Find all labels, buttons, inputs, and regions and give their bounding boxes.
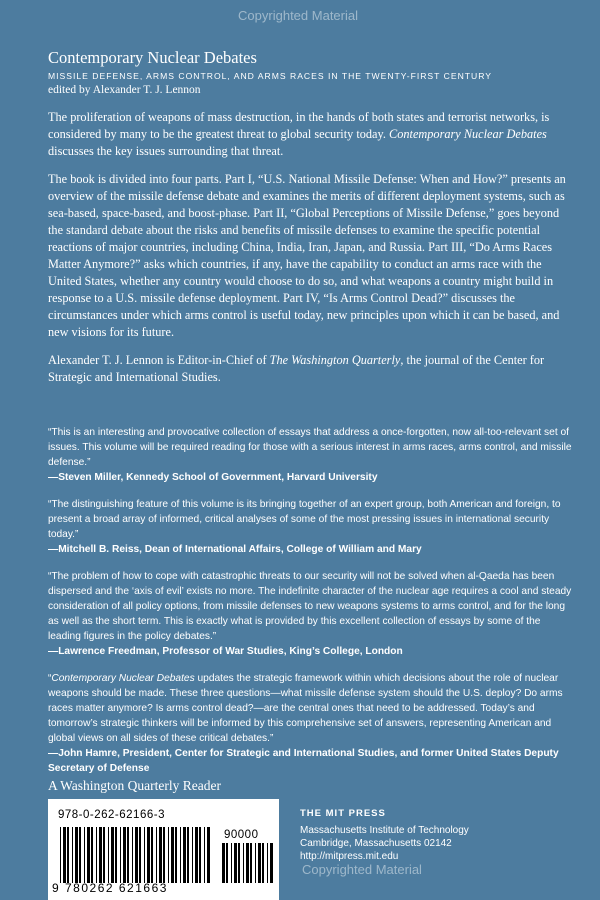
barcode-bar [270,843,273,883]
series-name: A Washington Quarterly Reader [48,778,221,793]
barcode-bar [231,843,232,883]
publisher-info [300,807,560,863]
barcode-bar [204,827,205,883]
paragraph-text: discusses the key issues surrounding that threat. [48,144,284,158]
blurb [48,569,573,659]
publisher-url: http://mitpress.mit.edu [300,851,399,862]
barcode-bar [222,843,225,883]
price-code: 90000 [224,829,259,841]
barcode-bar [144,827,145,883]
italic-journal-title: The Washington Quarterly [269,353,401,367]
barcode-box [48,799,279,900]
ean-barcode [60,827,212,883]
blurb-text: “This is an interesting and provocative collection of essays that address a once-forgotten, now all-too-relevant set of issues. This volume will be required reading for those with a serious interest in arms races, arms control, and missile defense.” [48,427,572,468]
barcode-bar [75,827,78,883]
barcode-bar [139,827,141,883]
barcode-bar [255,843,256,883]
barcode-bar [115,827,117,883]
barcode-bar [103,827,105,883]
barcode-bar [91,827,93,883]
barcode-bar [183,827,186,883]
barcode-bar [262,843,264,883]
blurbs [48,425,573,788]
barcode-bar [246,843,249,883]
barcode-bar [187,827,189,883]
publisher-line: Massachusetts Institute of Technology [300,825,469,836]
barcode-bar [199,827,201,883]
blurb-text [48,671,573,746]
book-editor: edited by Alexander T. J. Lennon [48,84,201,96]
barcode-bar [226,843,228,883]
blurb-text: “The problem of how to cope with catastrophic threats to our security will not be solved when al-Qaeda has been dispersed and the ‘axis of evil’ exists no more. The indefinite character of the nuclear age requires a cool and steady consideration of all policy options, from missile defenses to new weapons systems to arms control, and for the long as well as the short term. This is exactly what is provided by this excellent collection of essays by some of the leading figures in the policy debates.” [48,571,572,642]
barcode-bar [195,827,198,883]
barcode-bar [120,827,121,883]
italic-book-title: Contemporary Nuclear Debates [389,127,547,141]
barcode-bar [238,843,240,883]
barcode-bar [132,827,133,883]
barcode-bar [79,827,81,883]
barcode-bar [60,827,61,883]
publisher-name: THE MIT PRESS [300,808,386,819]
book-subtitle: MISSILE DEFENSE, ARMS CONTROL, AND ARMS RACES IN THE TWENTY-FIRST CENTURY [48,71,493,81]
quote-mark: “ [48,673,52,684]
paragraph-text: The proliferation of weapons of mass destruction, in the hands of both states and terrorist networks, is considered by many to be the greatest threat to global security today. [48,110,550,141]
barcode-bar [147,827,150,883]
barcode-bar [72,827,73,883]
barcode-bar [151,827,153,883]
barcode-bar [99,827,102,883]
author-bio [48,352,568,386]
copyright-watermark: Copyrighted Material [302,862,422,877]
paragraph-text: , the journal of the Center for Strategic and International Studies. [48,353,545,384]
barcode-bar [156,827,157,883]
barcode-bar [84,827,85,883]
barcode-bar [171,827,174,883]
description-paragraph-1 [48,109,568,160]
blurb-attribution: —John Hamre, President, Center for Strategic and International Studies, and former United States Deputy Secretary of Defense [48,748,559,774]
barcode-bar [168,827,169,883]
barcode-bar [207,827,210,883]
blurb-attribution: —Mitchell B. Reiss, Dean of International Affairs, College of William and Mary [48,544,422,555]
barcode-bar [234,843,237,883]
barcode-bar [243,843,244,883]
barcode-bar [96,827,97,883]
barcode-bar [67,827,69,883]
blurb-text: “The distinguishing feature of this volume is its bringing together of an expert group, both American and foreign, to present a broad array of informed, critical analyses of some of the most pressing issues in international security today.” [48,499,561,540]
isbn-number: 978-0-262-62166-3 [58,809,165,821]
barcode-bar [258,843,261,883]
blurb-attribution: —Lawrence Freedman, Professor of War Studies, King’s College, London [48,646,403,657]
blurb [48,425,573,485]
barcode-bar [63,827,66,883]
blurb-attribution: —Steven Miller, Kennedy School of Government, Harvard University [48,472,378,483]
ean-number: 9 780262 621663 [52,881,168,895]
barcode-bar [111,827,114,883]
barcode-bar [159,827,162,883]
book-header [48,48,568,98]
barcode-bar [108,827,109,883]
barcode-bar [175,827,177,883]
copyright-watermark: Copyrighted Material [238,8,358,23]
italic-book-title: Contemporary Nuclear Debates [51,673,195,684]
blurb [48,497,573,557]
book-title: Contemporary Nuclear Debates [48,48,257,67]
publisher-line: Cambridge, Massachusetts 02142 [300,838,452,849]
paragraph-text: Alexander T. J. Lennon is Editor-in-Chief of [48,353,270,367]
barcode-bar [123,827,126,883]
addon-barcode [222,843,274,883]
blurb-text-body: updates the strategic framework within which decisions about the role of nuclear weapons should be made. These three questions—what missile defense system should the U.S. deploy? Do arms races matter anymore? Is arms control dead?—are the central ones that need to be addressed. Today’s and tomorrow’s strategic thinkers will be informed by this comprehensive set of answers, representing American and global views on all sides of these critical debates.” [48,673,563,744]
barcode-bar [135,827,138,883]
barcode-bar [180,827,181,883]
barcode-bar [127,827,129,883]
blurb [48,671,573,776]
barcode-bar [87,827,90,883]
description-paragraph-2: The book is divided into four parts. Part I, “U.S. National Missile Defense: When and How?” presents an overview of the missile defense debate and examines the merits of different deployment systems, such as sea-based, space-based, and boost-phase. Part II, “Global Perceptions of Missile Defense,” goes beyond the standard debate about the risks and benefits of missile defenses to examine the specific potential reactions of major countries, including China, India, Iran, Japan, and Russia. Part III, “Do Arms Races Matter Anymore?” asks which countries, if any, have the capability to conduct an arms race with the United States, whether any country would choose to do so, and what weapons a country might build in response to a U.S. missile defense deployment. Part IV, “Is Arms Control Dead?” discusses the circumstances under which arms control is useful today, new principles upon which it can be based, and new visions for its future. [48,172,566,339]
barcode-bar [192,827,193,883]
barcode-bar [163,827,165,883]
barcode-bar [250,843,252,883]
description [48,109,568,397]
barcode-bar [267,843,268,883]
